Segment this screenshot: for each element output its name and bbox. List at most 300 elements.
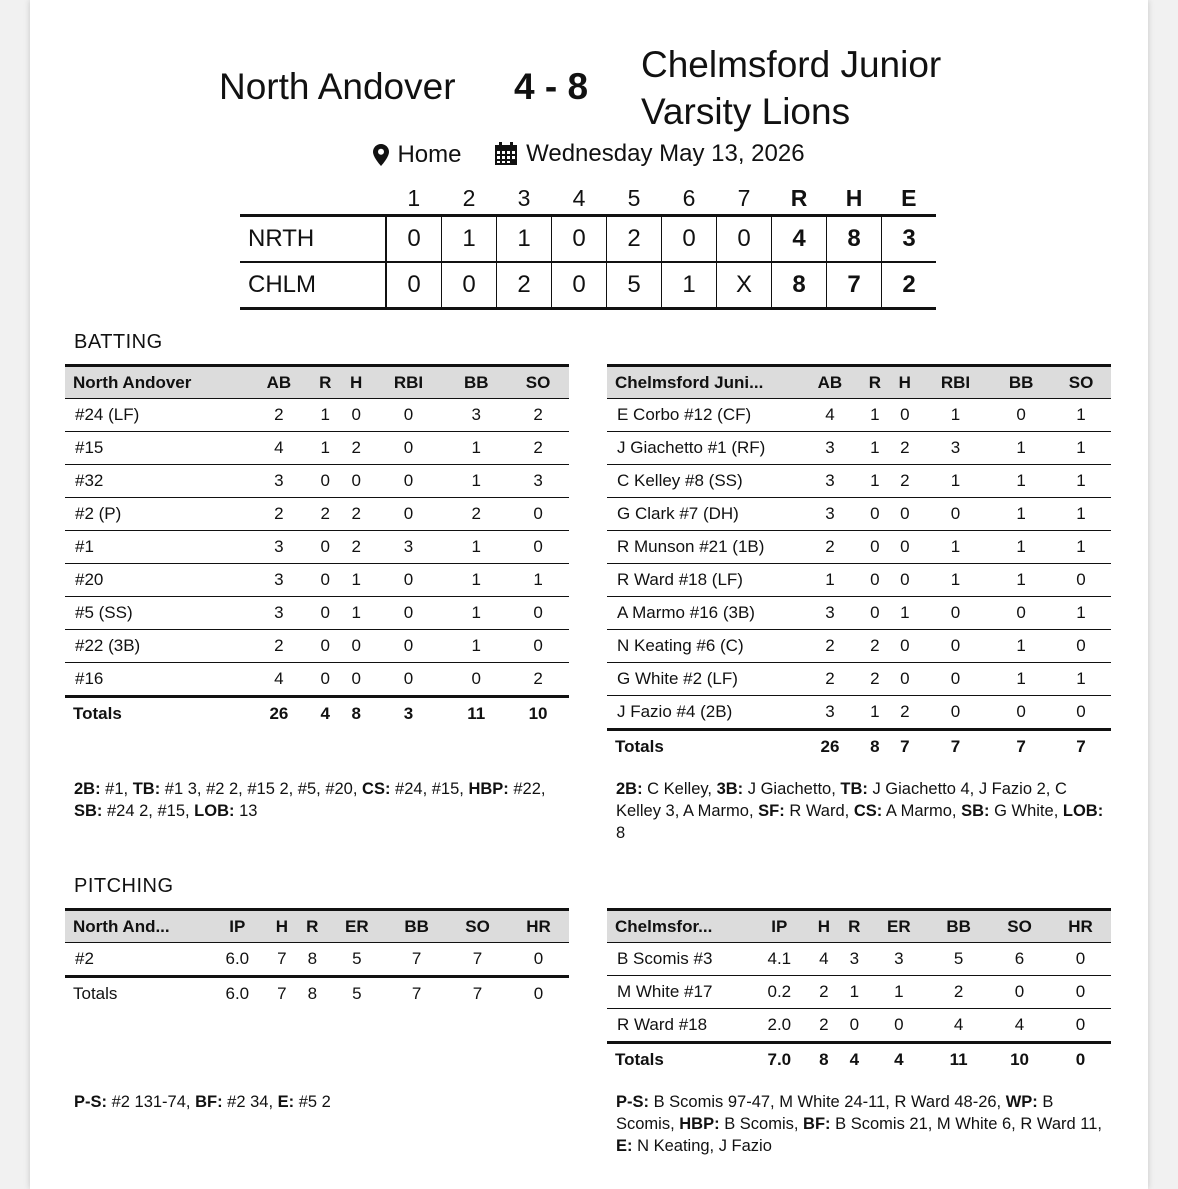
note-key: HBP: [468,780,509,798]
stat-cell: 2 [310,498,341,531]
note-key: 2B: [616,780,643,798]
column-header: R [310,366,341,399]
stat-cell: 0 [991,696,1051,730]
note-key: SB: [74,802,103,820]
note-value: #2 34, [222,1093,278,1111]
inning-header: 7 [737,184,751,211]
inning-cell: 2 [497,262,552,309]
game-header [30,38,1148,138]
totals-label: Totals [607,730,800,764]
totals-cell: 11 [445,697,507,731]
stat-cell: 3 [248,465,310,498]
inning-cell: 0 [552,262,607,309]
stat-cell: 1 [1051,465,1111,498]
stat-cell: 1 [920,531,991,564]
stat-cell: 0 [310,597,341,630]
note-key: E: [277,1093,295,1111]
note-key: SF: [758,802,785,820]
note-key: BF: [195,1093,223,1111]
inning-header: 5 [627,184,641,211]
stat-cell: 0 [310,564,341,597]
stat-cell: 0 [870,1009,929,1043]
totals-cell: 8 [809,1043,839,1077]
stat-cell: 2 [507,432,569,465]
player-name: N Keating #6 (C) [607,630,800,663]
stat-cell: 3 [800,597,860,630]
stat-cell: 1 [991,465,1051,498]
map-pin-icon [373,144,389,166]
stat-cell: 4 [248,663,310,697]
totals-row [65,697,569,731]
stat-cell: 0 [372,432,446,465]
totals-cell: 4 [870,1043,929,1077]
stat-cell: 0 [372,399,446,432]
table-row [65,531,569,564]
column-header: RBI [372,366,446,399]
linescore-row-home [240,262,936,309]
stat-cell: 6.0 [208,943,267,977]
column-header: Chelmsfor... [607,910,750,943]
stat-cell: 0 [860,498,890,531]
totals-cell: 4 [839,1043,869,1077]
stat-cell: 2 [800,630,860,663]
stat-cell: 0 [1050,943,1111,976]
away-batting-table [65,364,569,730]
stat-cell: 1 [920,465,991,498]
inning-cell: 0 [442,262,497,309]
table-row [607,976,1111,1009]
runs-total: 8 [772,262,827,309]
stat-cell: 1 [920,399,991,432]
stat-cell: 0 [372,465,446,498]
table-row [65,432,569,465]
note-key: P-S: [74,1093,107,1111]
totals-cell: 26 [248,697,310,731]
stat-cell: 0 [341,630,372,663]
stat-cell: 0 [341,399,372,432]
stat-cell: 0.2 [750,976,809,1009]
stat-cell: 0 [341,663,372,697]
note-key: P-S: [616,1093,649,1111]
stat-cell: 7 [447,943,508,977]
stat-cell: 0 [839,1009,869,1043]
stat-cell: 3 [920,432,991,465]
stat-cell: 1 [860,399,890,432]
stat-cell: 2 [890,696,920,730]
hits-header: H [845,184,863,211]
note-value: #1 3, #2 2, #15 2, #5, #20, [160,780,363,798]
player-name: #20 [65,564,248,597]
totals-label: Totals [607,1043,750,1077]
note-value: #2 131-74, [107,1093,196,1111]
inning-cell: 0 [662,216,717,263]
note-value: 13 [234,802,258,820]
note-key: 3B: [716,780,744,798]
totals-cell: 5 [328,977,387,1011]
stat-cell: 0 [507,498,569,531]
player-name: G Clark #7 (DH) [607,498,800,531]
table-row [607,465,1111,498]
table-header-row [65,910,569,943]
player-name: #15 [65,432,248,465]
calendar-icon [494,142,518,166]
stat-cell: 2 [507,399,569,432]
stat-cell: 3 [800,465,860,498]
player-name: J Giachetto #1 (RF) [607,432,800,465]
totals-cell: 7 [1051,730,1111,764]
table-header-row [607,366,1111,399]
stat-cell: 1 [860,432,890,465]
note-value: #22, [508,780,546,798]
stat-cell: 0 [508,943,569,977]
stat-cell: 0 [1050,1009,1111,1043]
stat-cell: 1 [991,498,1051,531]
stat-cell: 4.1 [750,943,809,976]
away-pitching-table [65,908,569,1010]
totals-cell: 0 [508,977,569,1011]
game-date [494,140,804,168]
note-value: J Giachetto 4, J Fazio 2, C Kelley 3, A Marmo, [616,780,1067,820]
totals-cell: 7 [920,730,991,764]
column-header: R [860,366,890,399]
stat-cell: 1 [860,696,890,730]
note-value: R Ward, [784,802,854,820]
totals-label: Totals [65,697,248,731]
stat-cell: 2 [445,498,507,531]
inning-cell: 1 [442,216,497,263]
table-row [607,432,1111,465]
table-row [65,399,569,432]
hits-total: 7 [827,262,882,309]
table-row [65,564,569,597]
stat-cell: 0 [310,630,341,663]
location-text: Home [397,141,462,168]
stat-cell: 3 [248,564,310,597]
stat-cell: 0 [860,597,890,630]
player-name: #2 (P) [65,498,248,531]
totals-cell: 7.0 [750,1043,809,1077]
stat-cell: 3 [507,465,569,498]
stat-cell: 0 [920,630,991,663]
stat-cell: 1 [341,597,372,630]
column-header: BB [928,910,989,943]
linescore-row-away [240,216,936,263]
stat-cell: 0 [920,498,991,531]
team-abbr: NRTH [240,216,386,263]
table-body [607,399,1111,764]
stat-cell: 1 [860,465,890,498]
note-value: #1, [100,780,133,798]
stat-cell: 0 [507,630,569,663]
location [373,141,461,169]
column-header: ER [328,910,387,943]
inning-cell: 2 [607,216,662,263]
player-name: A Marmo #16 (3B) [607,597,800,630]
note-value: #5 2 [294,1093,331,1111]
home-team-name: Chelmsford Junior Varsity Lions [641,44,942,132]
note-value: B Scomis, [616,1093,1054,1133]
home-batting-notes [616,778,1116,844]
home-pitching-notes [616,1091,1116,1157]
totals-cell: 8 [860,730,890,764]
player-name: R Munson #21 (1B) [607,531,800,564]
stat-cell: 0 [445,663,507,697]
runs-total: 4 [772,216,827,263]
stat-cell: 2 [890,432,920,465]
column-header: AB [800,366,860,399]
stat-cell: 2 [860,630,890,663]
note-value: 8 [616,824,626,842]
stat-cell: 1 [1051,663,1111,696]
stat-cell: 0 [1051,696,1111,730]
stat-cell: 0 [920,696,991,730]
table-row [607,564,1111,597]
stat-cell: 4 [248,432,310,465]
stat-cell: 0 [991,597,1051,630]
stat-cell: 0 [890,564,920,597]
totals-row [65,977,569,1011]
stat-cell: 2 [809,1009,839,1043]
stat-cell: 0 [372,663,446,697]
inning-header: 4 [572,184,586,211]
table-row [607,663,1111,696]
stat-cell: 1 [445,465,507,498]
note-key: SB: [961,802,990,820]
note-key: LOB: [194,802,235,820]
stat-cell: 2 [800,531,860,564]
player-name: #22 (3B) [65,630,248,663]
stat-cell: 1 [445,630,507,663]
stat-cell: 4 [928,1009,989,1043]
note-value: J Giachetto, [743,780,841,798]
stat-cell: 3 [870,943,929,976]
stat-cell: 1 [1051,597,1111,630]
totals-cell: 3 [372,697,446,731]
totals-cell: 11 [928,1043,989,1077]
stat-cell: 6 [989,943,1050,976]
inning-cell: 5 [607,262,662,309]
table-row [607,630,1111,663]
stat-cell: 2 [341,531,372,564]
column-header: BB [445,366,507,399]
home-batting-table [607,364,1111,763]
away-team-name: North Andover [219,66,456,107]
stat-cell: 3 [800,696,860,730]
stat-cell: 1 [310,432,341,465]
stat-cell: 2 [341,498,372,531]
totals-cell: 8 [297,977,327,1011]
pitching-heading: PITCHING [74,875,174,897]
stat-cell: 2 [248,498,310,531]
stat-cell: 1 [1051,531,1111,564]
stat-cell: 3 [839,943,869,976]
stat-cell: 0 [1050,976,1111,1009]
player-name: #16 [65,663,248,697]
player-name: #2 [65,943,208,977]
totals-cell: 0 [1050,1043,1111,1077]
totals-label: Totals [65,977,208,1011]
stat-cell: 1 [800,564,860,597]
totals-cell: 10 [507,697,569,731]
stat-cell: 0 [860,564,890,597]
batting-heading: BATTING [74,331,163,353]
stat-cell: 0 [890,498,920,531]
player-name: #32 [65,465,248,498]
stat-cell: 2 [248,630,310,663]
stat-cell: 3 [445,399,507,432]
stat-cell: 1 [991,564,1051,597]
column-header: SO [447,910,508,943]
column-header: North Andover [65,366,248,399]
inning-cell: 0 [552,216,607,263]
stat-cell: 3 [248,531,310,564]
errors-header: E [901,184,917,211]
stat-cell: 0 [1051,630,1111,663]
stat-cell: 1 [341,564,372,597]
final-score: 4 - 8 [514,66,589,107]
stat-cell: 1 [1051,399,1111,432]
column-header: H [890,366,920,399]
stat-cell: 5 [328,943,387,977]
linescore-table [240,182,936,310]
note-value: A Marmo, [882,802,962,820]
player-name: R Ward #18 (LF) [607,564,800,597]
stat-cell: 1 [445,564,507,597]
table-row [607,1009,1111,1043]
totals-cell: 8 [341,697,372,731]
table-body [65,943,569,1011]
stat-cell: 2 [890,465,920,498]
away-batting-notes [74,778,574,822]
runs-header: R [790,184,808,211]
inning-header: 6 [682,184,696,211]
errors-total: 3 [882,216,937,263]
column-header: Chelmsford Juni... [607,366,800,399]
player-name: E Corbo #12 (CF) [607,399,800,432]
away-pitching-notes [74,1091,574,1113]
player-name: #1 [65,531,248,564]
totals-cell: 7 [890,730,920,764]
table-body [607,943,1111,1077]
note-key: BF: [803,1115,831,1133]
column-header: HR [1050,910,1111,943]
column-header: SO [1051,366,1111,399]
stat-cell: 0 [890,663,920,696]
totals-cell: 26 [800,730,860,764]
column-header: North And... [65,910,208,943]
table-row [607,943,1111,976]
table-row [607,498,1111,531]
linescore-header-row [240,182,936,216]
stat-cell: 1 [445,531,507,564]
errors-total: 2 [882,262,937,309]
team-abbr: CHLM [240,262,386,309]
stat-cell: 5 [928,943,989,976]
note-key: TB: [132,780,161,798]
stat-cell: 2 [928,976,989,1009]
table-row [607,399,1111,432]
stat-cell: 2 [248,399,310,432]
stat-cell: 0 [310,663,341,697]
inning-cell: X [717,262,772,309]
stat-cell: 4 [809,943,839,976]
box-score-sheet [30,0,1148,1189]
home-pitching-table [607,908,1111,1076]
column-header: HR [508,910,569,943]
stat-cell: 1 [991,432,1051,465]
inning-cell: 0 [386,216,442,263]
totals-cell: 7 [386,977,447,1011]
stat-cell: 1 [445,432,507,465]
stat-cell: 0 [991,399,1051,432]
totals-cell: 6.0 [208,977,267,1011]
stat-cell: 0 [989,976,1050,1009]
stat-cell: 2 [507,663,569,697]
totals-cell: 7 [267,977,297,1011]
stat-cell: 1 [991,531,1051,564]
stat-cell: 1 [1051,498,1111,531]
stat-cell: 3 [800,498,860,531]
column-header: SO [989,910,1050,943]
stat-cell: 2 [809,976,839,1009]
stat-cell: 1 [839,976,869,1009]
stat-cell: 0 [890,531,920,564]
stat-cell: 7 [267,943,297,977]
stat-cell: 0 [372,597,446,630]
column-header: R [839,910,869,943]
stat-cell: 0 [920,597,991,630]
column-header: H [267,910,297,943]
column-header: AB [248,366,310,399]
stat-cell: 0 [920,663,991,696]
stat-cell: 0 [890,630,920,663]
stat-cell: 2 [341,432,372,465]
stat-cell: 0 [1051,564,1111,597]
totals-row [607,1043,1111,1077]
note-key: CS: [362,780,391,798]
stat-cell: 1 [920,564,991,597]
note-key: WP: [1005,1093,1038,1111]
stat-cell: 2.0 [750,1009,809,1043]
player-name: B Scomis #3 [607,943,750,976]
totals-cell: 10 [989,1043,1050,1077]
table-row [65,630,569,663]
column-header: H [341,366,372,399]
note-value: B Scomis 21, M White 6, R Ward 11, [830,1115,1102,1133]
stat-cell: 2 [800,663,860,696]
table-row [65,663,569,697]
note-value: B Scomis, [719,1115,804,1133]
stat-cell: 1 [991,663,1051,696]
note-key: 2B: [74,780,101,798]
note-value: C Kelley, [642,780,717,798]
column-header: BB [386,910,447,943]
stat-cell: 8 [297,943,327,977]
column-header: R [297,910,327,943]
stat-cell: 1 [991,630,1051,663]
table-row [65,943,569,977]
note-key: HBP: [679,1115,720,1133]
stat-cell: 1 [890,597,920,630]
hits-total: 8 [827,216,882,263]
stat-cell: 4 [800,399,860,432]
column-header: IP [750,910,809,943]
player-name: G White #2 (LF) [607,663,800,696]
stat-cell: 4 [989,1009,1050,1043]
stat-cell: 0 [372,630,446,663]
totals-cell: 7 [991,730,1051,764]
note-key: CS: [853,802,883,820]
